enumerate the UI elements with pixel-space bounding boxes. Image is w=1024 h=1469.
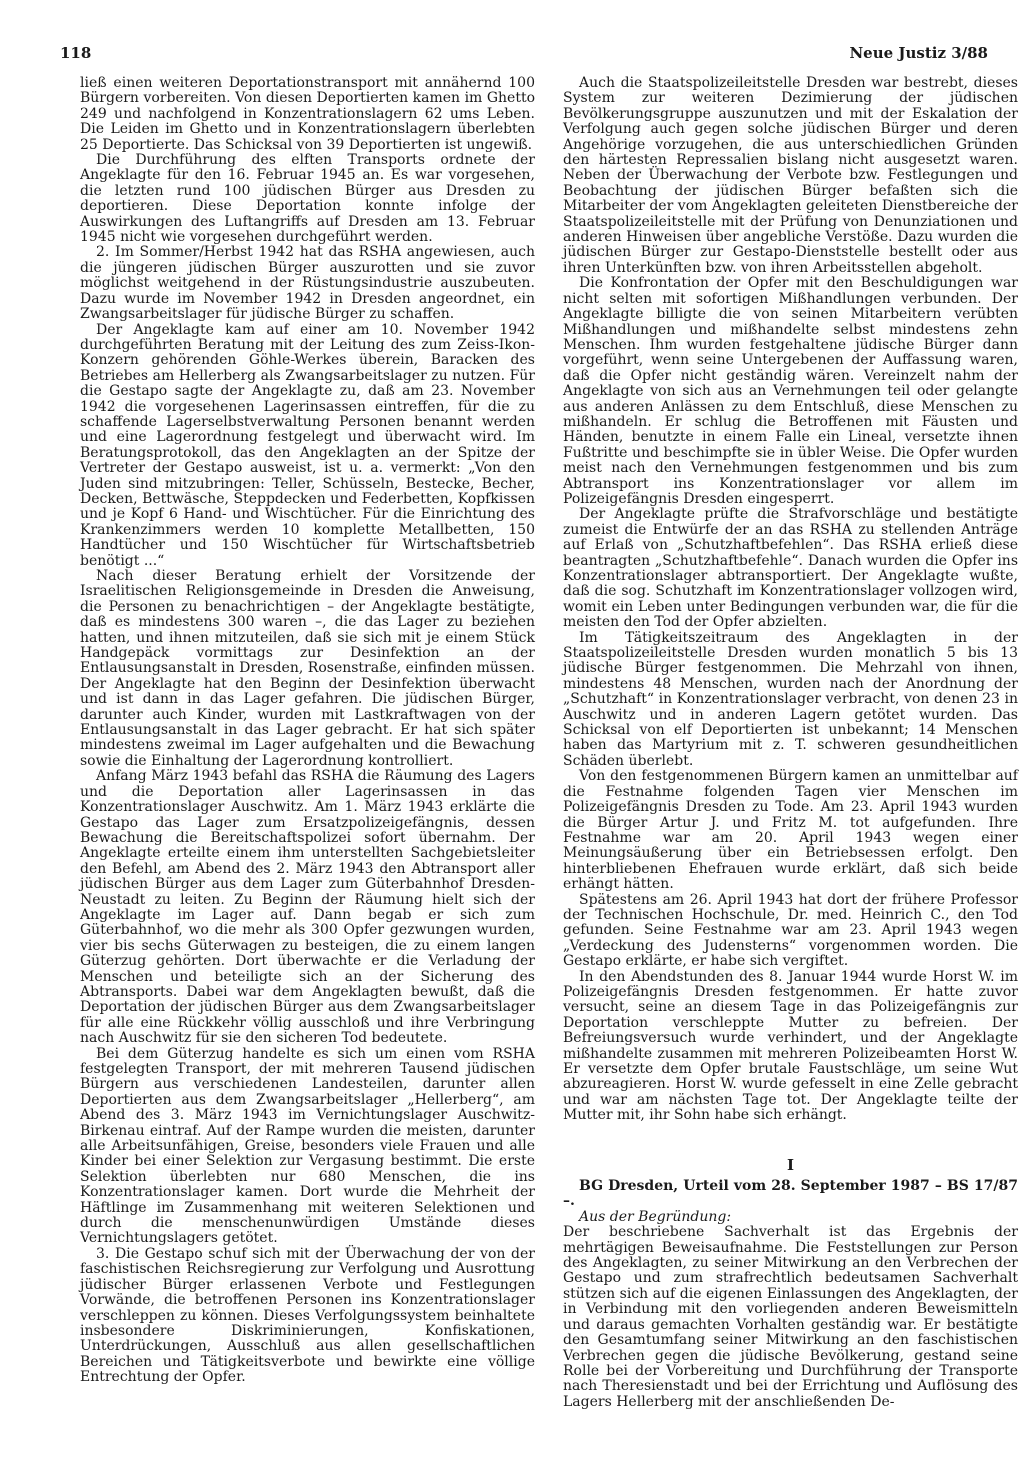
court-decision-heading: BG Dresden, Urteil vom 28. September 1987 – BS 17/87 –.: [563, 1178, 1018, 1210]
page-number: 118: [60, 44, 92, 62]
paragraph: Der Angeklagte prüfte die Strafvorschläge und bestätigte zumeist die Entwürfe der an das RSHA zu stellenden Anträge auf Erlaß von „Schutzhaftbefehlen“. Das RSHA erließ diese beantragten „Schutzhaftbefehle“. Danach wurden die Opfer ins Konzentrationslager abtransportiert. Der Angeklagte wußte, daß die sog. Schutzhaft im Konzentrationslager vollzogen wird, womit ein Leben unter Bedingungen verbunden war, die für die meisten den Tod der Opfer abzielten.: [563, 506, 1018, 631]
paragraph: Von den festgenommenen Bürgern kamen an unmittelbar auf die Festnahme folgenden Tagen vier Menschen im Polizeigefängnis Dresden zu Tode. Am 23. April 1943 wurden die Bürger Artur J. und Fritz M. tot aufgefunden. Ihre Festnahme war am 20. April 1943 wegen einer Meinungsäußerung über ein Betriebsessen erfolgt. Den hinterbliebenen Ehefrauen wurde erklärt, daß sich beide erhängt hätten.: [563, 768, 1018, 893]
paragraph: 3. Die Gestapo schuf sich mit der Überwachung der von der faschistischen Reichsregierung zur Verfolgung und Ausrottung jüdischer Bürger erlassenen Verbote und Festlegungen Vorwände, die betroffenen Personen ins Konzentrationslager verschleppen zu können. Dieses Verfolgungssystem beinhaltete insbesondere Diskriminierungen, Konfiskationen, Unterdrückungen, Ausschluß aus allen gesellschaftlichen Bereichen und Tätigkeitsverbote und bewirkte eine völlige Entrechtung der Opfer.: [80, 1245, 535, 1386]
reasoning-paragraph: Der beschriebene Sachverhalt ist das Ergebnis der mehrtägigen Beweisaufnahme. Die Feststellungen zur Person des Angeklagten, zu seiner Mitwirkung an den Verbrechen der Gestapo und zum strafrechtlich bedeutsamen Sachverhalt stützen sich auf die eigenen Einlassungen des Angeklagten, der in Verbindung mit den vorliegenden anderen Beweismitteln und daraus gemachten Vorhalten geständig war. Er bestätigte den Gesamtumfang seiner Mitwirkung an den faschistischen Verbrechen gegen die jüdische Bevölkerung, gestand seine Rolle bei der Vorbereitung und Durchführung der Transporte nach Theresienstadt und bei der Errichtung und Auflösung des Lagers Hellerberg mit der anschließenden De-: [563, 1224, 1018, 1410]
paragraph: Nach dieser Beratung erhielt der Vorsitzende der Israelitischen Religionsgemeinde in Dresden die Anweisung, die Personen zu benachrichtigen – der Angeklagte bestätigte, daß es mindestens 300 waren –, die das Lager zu beziehen hatten, und ihnen mitzuteilen, daß sie sich mit je einem Stück Handgepäck vormittags zur Desinfektion an der Entlausungsanstalt in Dresden, Rosenstraße, einfinden müssen. Der Angeklagte hat den Beginn der Desinfektion überwacht und ist dann in das Lager gefahren. Die jüdischen Bürger, darunter auch Kinder, wurden mit Lastkraftwagen von der Entlausungsanstalt in das Lager gebracht. Er hat sich später mindestens zweimal im Lager aufgehalten und die Bewachung sowie die Einhaltung der Lagerordnung kontrolliert.: [80, 568, 535, 769]
paragraph: Anfang März 1943 befahl das RSHA die Räumung des Lagers und die Deportation aller Lagerinsassen in das Konzentrationslager Auschwitz. Am 1. März 1943 erklärte die Gestapo das Lager zum Ersatzpolizeigefängnis, dessen Bewachung die Bereitschaftspolizei sofort übernahm. Der Angeklagte erteilte einem ihm unterstellten Sachgebietsleiter den Befehl, am Abend des 2. März 1943 den Abtransport aller jüdischen Bürger aus dem Lager zum Güterbahnhof Dresden-Neustadt zu leiten. Zu Beginn der Räumung hielt sich der Angeklagte im Lager auf. Dann begab er sich zum Güterbahnhof, wo die mehr als 300 Opfer gezwungen wurden, vier bis sechs Güterwagen zu besteigen, die zu einem langen Güterzug gehörten. Dort überwachte er die Verladung der Menschen und beteiligte sich an der Sicherung des Abtransports. Dabei war dem Angeklagten bewußt, daß die Deportation der jüdischen Bürger aus dem Zwangsarbeitslager für alle eine Rückkehr völlig ausschloß und ihre Verbringung nach Auschwitz für sie den sicheren Tod bedeutete.: [80, 768, 535, 1047]
paragraph: Spätestens am 26. April 1943 hat dort der frühere Professor der Technischen Hochschule, Dr. med. Heinrich C., den Tod gefunden. Seine Festnahme war am 23. April 1943 wegen „Verdeckung des Judensterns“ vorgenommen worden. Die Gestapo erklärte, er habe sich vergiftet.: [563, 891, 1018, 970]
right-column: [563, 76, 1018, 1410]
paragraph: In den Abendstunden des 8. Januar 1944 wurde Horst W. im Polizeigefängnis Dresden festgenommen. Er hatte zuvor versucht, seine an diesem Tage in das Polizeigefängnis zur Deportation verschleppte Mutter zu befreien. Der Befreiungsversuch wurde verhindert, und der Angeklagte mißhandelte zusammen mit mehreren Polizeibeamten Horst W. Er versetzte dem Opfer brutale Faustschläge, um seine Wut abzureagieren. Horst W. wurde gefesselt in eine Zelle gebracht und war am nächsten Tage tot. Der Angeklagte teilte der Mutter mit, ihr Sohn habe sich erhängt.: [563, 968, 1018, 1124]
paragraph: ließ einen weiteren Deportationstransport mit annähernd 100 Bürgern vorbereiten. Von diesen Deportierten kamen im Ghetto 249 und nachfolgend in Konzentrationslagern 62 ums Leben. Die Leiden im Ghetto und in Konzentrationslagern überlebten 25 Deportierte. Das Schicksal von 39 Deportierten ist ungewiß.: [80, 75, 535, 153]
page-header: [60, 44, 988, 66]
paragraph: Im Tätigkeitszeitraum des Angeklagten in der Staatspolizeileitstelle Dresden wurden monatlich 5 bis 13 jüdische Bürger festgenommen. Die Mehrzahl von ihnen, mindestens 48 Menschen, wurden nach der Anordnung der „Schutzhaft“ in Konzentrationslager verbracht, von denen 23 in Auschwitz und in anderen Lagern getötet wurden. Das Schicksal von elf Deportierten ist unbekannt; 14 Menschen haben das Martyrium mit z. T. schweren gesundheitlichen Schäden überlebt.: [563, 629, 1018, 769]
journal-issue: Neue Justiz 3/88: [849, 44, 988, 62]
paragraph: Die Konfrontation der Opfer mit den Beschuldigungen war nicht selten mit sofortigen Mißhandlungen verbunden. Der Angeklagte billigte die von seinen Mitarbeitern verübten Mißhandlungen und mißhandelte selbst mindestens zehn Menschen. Ihm wurden festgehaltene jüdische Bürger dann vorgeführt, wenn seine Untergebenen der Auffassung waren, daß die Opfer nicht geständig wären. Vereinzelt nahm der Angeklagte von sich aus an Vernehmungen teil oder gelangte aus anderen Anlässen zu dem Entschluß, diese Menschen zu mißhandeln. Er schlug die Betroffenen mit Fäusten und Händen, benutzte in einem Falle ein Lineal, versetzte ihnen Fußtritte und beschimpfte sie in übler Weise. Die Opfer wurden meist nach den Vernehmungen festgenommen und bis zum Abtransport ins Konzentrationslager vor allem im Polizeigefängnis Dresden eingesperrt.: [563, 275, 1018, 507]
paragraph: Auch die Staatspolizeileitstelle Dresden war bestrebt, dieses System zur weiteren Dezimierung der jüdischen Bevölkerungsgruppe auszunutzen und mit der Eskalation der Verfolgung auch gegen solche jüdischen Bürger und deren Angehörige vorzugehen, die aus unterschiedlichen Gründen den härtesten Repressalien bislang nicht ausgesetzt waren. Neben der Überwachung der Verbote bzw. Festlegungen und Beobachtung der jüdischen Bürger befaßten sich die Mitarbeiter der vom Angeklagten geleiteten Dienstbereiche der Staatspolizeileitstelle mit der Prüfung von Denunziationen und anderen Hinweisen über angebliche Verstöße. Dazu wurden die jüdischen Bürger zur Gestapo-Dienststelle bestellt oder aus ihren Unterkünften bzw. von ihren Arbeitsstellen abgeholt.: [563, 75, 1018, 276]
paragraph: Bei dem Güterzug handelte es sich um einen vom RSHA festgelegten Transport, der mit mehreren Tausend jüdischen Bürgern aus verschiedenen Landesteilen, darunter allen Deportierten aus dem Zwangsarbeitslager „Hellerberg“, am Abend des 3. März 1943 im Vernichtungslager Auschwitz-Birkenau eintraf. Auf der Rampe wurden die meisten, darunter alle Arbeitsunfähigen, Greise, besonders viele Frauen und alle Kinder bei einer Selektion zur Vergasung bestimmt. Die erste Selektion überlebten nur 680 Menschen, die ins Konzentrationslager kamen. Dort wurde die Mehrheit der Häftlinge im Zusammenhang mit weiteren Selektionen und durch die menschenunwürdigen Umstände dieses Vernichtungslagers getötet.: [80, 1045, 535, 1247]
section-number: I: [786, 1155, 795, 1174]
paragraph: 2. Im Sommer/Herbst 1942 hat das RSHA angewiesen, auch die jüngeren jüdischen Bürger auszurotten und sie zuvor möglichst weitgehend in der Rüstungsindustrie auszubeuten. Dazu wurde im November 1942 in Dresden angeordnet, ein Zwangsarbeitslager für jüdische Bürger zu schaffen.: [80, 244, 535, 323]
reasoning-subheading: Aus der Begründung:: [579, 1208, 732, 1225]
paragraph: Der Angeklagte kam auf einer am 10. November 1942 durchgeführten Beratung mit der Leitung des zum Zeiss-Ikon-Konzern gehörenden Göhle-Werkes überein, Baracken des Betriebes am Hellerberg als Zwangsarbeitslager zu nutzen. Für die Gestapo sagte der Angeklagte zu, daß am 23. November 1942 die vorgesehenen Lagerinsassen eintreffen, für die zu schaffende Lagerselbstverwaltung Personen benannt werden und eine Lagerordnung festgelegt und überwacht wird. Im Beratungsprotokoll, das den Angeklagten an der Spitze der Vertreter der Gestapo ausweist, ist u. a. vermerkt: „Von den Juden sind mitzubringen: Teller, Schüsseln, Bestecke, Becher, Decken, Bettwäsche, Steppdecken und Federbetten, Kopfkissen und je Kopf 6 Hand- und Wischtücher. Für die Einrichtung des Krankenzimmers werden 10 komplette Metallbetten, 150 Handtücher und 150 Wischtücher für Wirtschaftsbetrieb benötigt ...“: [80, 321, 535, 569]
paragraph: Die Durchführung des elften Transports ordnete der Angeklagte für den 16. Februar 1945 an. Es war vorgesehen, die letzten rund 100 jüdischen Bürger aus Dresden zu deportieren. Diese Deportation konnte infolge der Auswirkungen des Luftangriffs auf Dresden am 13. Februar 1945 nicht wie vorgesehen durchgeführt werden.: [80, 152, 535, 246]
left-column: [80, 76, 535, 1386]
